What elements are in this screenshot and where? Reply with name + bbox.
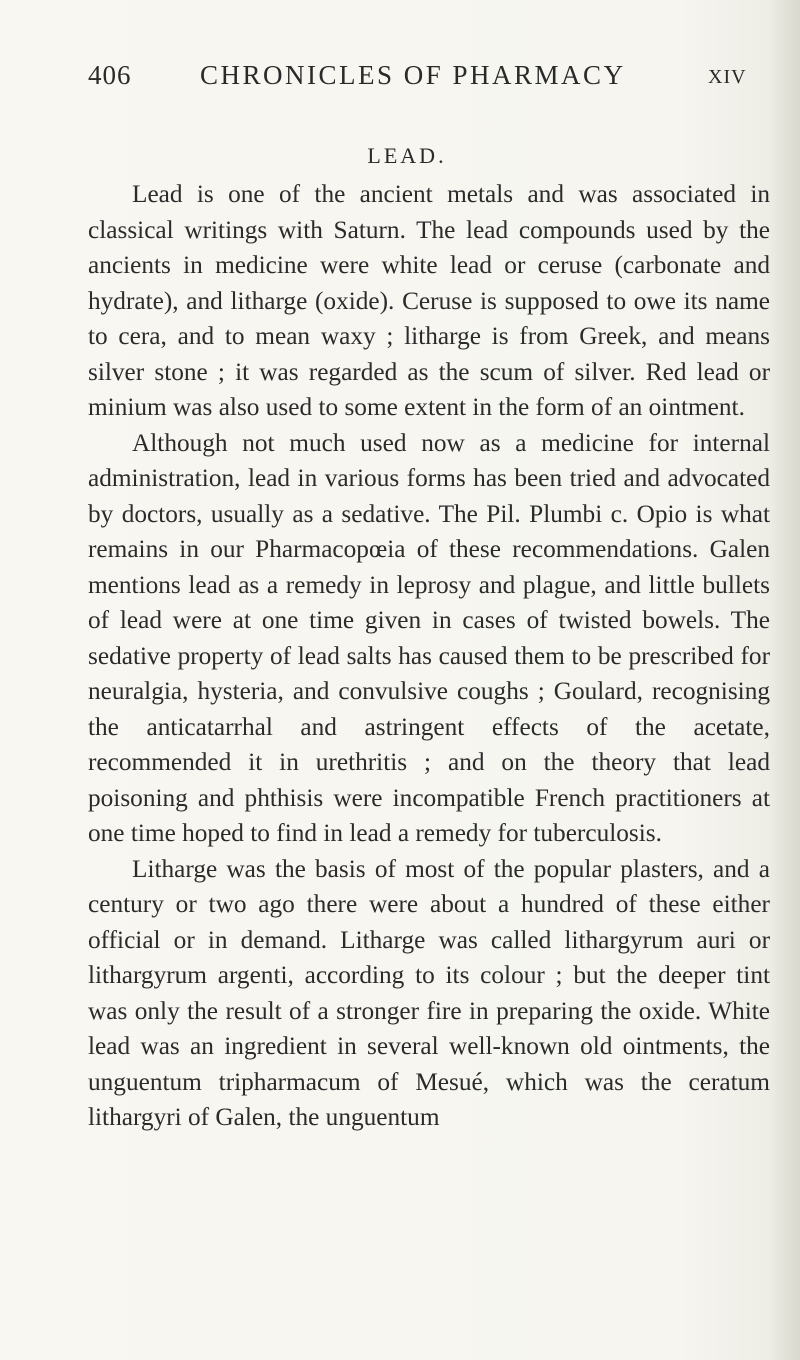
section-heading: LEAD. <box>367 143 447 168</box>
body-text <box>88 177 770 1136</box>
paragraph: Although not much used now as a medicine for internal administration, lead in various forms has been tried and advocated by doctors, usually as a sedative. The Pil. Plumbi c. Opio is what remains in our Pharmacopœia of these recommendations. Galen mentions lead as a remedy in leprosy and plague, and little bullets of lead were at one time given in cases of twisted bowels. The sedative property of lead salts has caused them to be prescribed for neuralgia, hysteria, and convulsive coughs ; Goulard, recognising the anticatarrhal and astringent effects of the acetate, recommended it in urethritis ; and on the theory that lead poisoning and phthisis were incompatible French practitioners at one time hoped to find in lead a remedy for tuberculosis. <box>88 428 770 847</box>
page-number: 406 <box>88 60 132 90</box>
running-header <box>88 60 768 100</box>
paragraph: Litharge was the basis of most of the popular plasters, and a century or two ago there were about a hundred of these either official or in demand. Litharge was called lithargyrum auri or lithargyrum argenti, according to its colour ; but the deeper tint was only the result of a stronger fire in preparing the oxide. White lead was an ingredient in several well-known old ointments, the unguentum tripharmacum of Mesué, which was the ceratum lithargyri of Galen, the unguentum <box>88 854 770 1131</box>
chapter-number: XIV <box>708 66 747 88</box>
paragraph: Lead is one of the ancient metals and was associated in classical writings with Saturn. The lead compounds used by the ancients in medicine were white lead or ceruse (carbonate and hydrate), and litharge (oxide). Ceruse is supposed to owe its name to cera, and to mean waxy ; litharge is from Greek, and means silver stone ; it was regarded as the scum of silver. Red lead or minium was also used to some extent in the form of an ointment. <box>88 180 770 421</box>
running-title: CHRONICLES OF PHARMACY <box>200 60 626 90</box>
